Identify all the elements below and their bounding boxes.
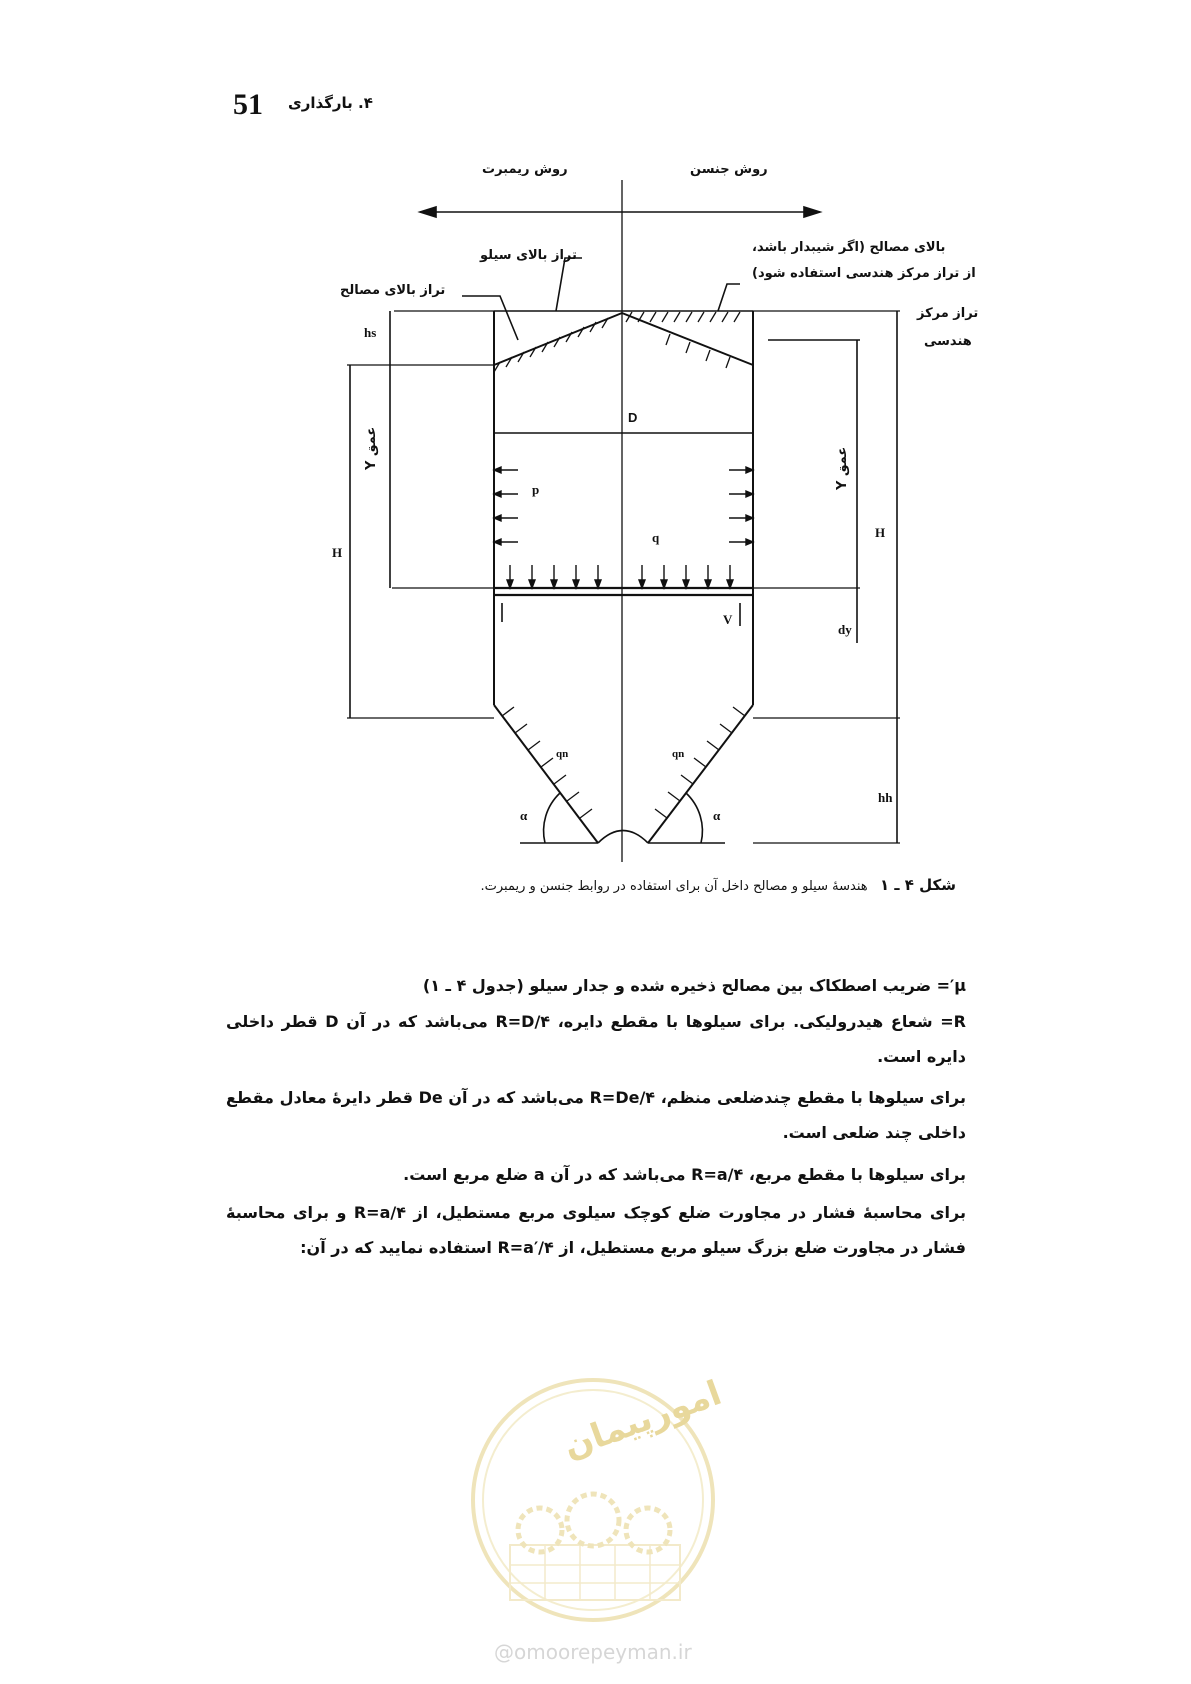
- label-qn-left: qn: [556, 748, 569, 760]
- caption-text: هندسهٔ سیلو و مصالح داخل آن برای استفاده در روابط جنسن و ریمبرت.: [480, 879, 868, 894]
- paragraph-rectangle: برای محاسبهٔ فشار در مجاورت ضلع کوچک سیلوی مربع مستطیل، از R=a/۴ و برای محاسبهٔ فشار در مجاورت ضلع بزرگ سیلو مربع مستطیل، از R=a′/۴ استفاده نمایید که در آن:: [226, 1203, 966, 1257]
- label-p: p: [532, 482, 540, 497]
- label-rimbert-method: روش ریمبرت: [482, 162, 568, 177]
- paragraph-mu: μ′= ضریب اصطکاک بین مصالح ذخیره شده و جدار سیلو (جدول ۴ ـ ۱): [422, 976, 966, 995]
- p-arrows: [494, 467, 753, 545]
- leader-top-of-silo: [556, 258, 582, 311]
- label-d: D: [628, 410, 638, 425]
- material-cone-left: [494, 313, 622, 365]
- label-top-of-silo: تراز بالای سیلو: [480, 248, 577, 263]
- label-v: V: [723, 612, 733, 627]
- label-hs: hs: [364, 325, 377, 340]
- hopper-right: [648, 705, 753, 843]
- watermark-logo-text: امورپیمان: [558, 1373, 727, 1467]
- label-centroid-level-2: هندسی: [924, 334, 972, 349]
- paragraph-polygon: برای سیلوها با مقطع چندضلعی منظم، R=De/۴ می‌باشد که در آن De قطر دایرهٔ معادل مقطع داخلی چند ضلعی است.: [226, 1088, 967, 1142]
- label-janssen-method: روش جنسن: [690, 162, 768, 177]
- label-top-of-material: تراز بالای مصالح: [340, 283, 446, 298]
- alpha-arc-right: [686, 793, 702, 843]
- label-h-left: H: [332, 545, 343, 560]
- material-hatching: [494, 312, 740, 372]
- watermark-url: @omoorepeyman.ir: [494, 1640, 692, 1664]
- leader-top-of-material: [462, 296, 518, 340]
- label-sloped-material-1: بالای مصالح (اگر شیبدار باشد،: [752, 240, 946, 255]
- caption-number: شکل ۴ ـ ۱: [880, 876, 956, 894]
- material-cone-right: [622, 313, 753, 365]
- leader-sloped-material: [718, 284, 740, 311]
- label-qn-right: qn: [672, 748, 685, 760]
- chapter-title: ۴. بارگذاری: [288, 94, 373, 112]
- hopper-outlet: [598, 831, 648, 844]
- figure-caption: [236, 876, 956, 894]
- paragraph-hydraulic-radius: R= شعاع هیدرولیکی. برای سیلوها با مقطع دایره، R=D/۴ می‌باشد که در آن D قطر داخلی دایره است.: [226, 1012, 966, 1066]
- label-q: q: [652, 530, 660, 545]
- label-sloped-material-2: از تراز مرکز هندسی استفاده شود): [752, 266, 976, 281]
- label-alpha-right: α: [713, 808, 721, 823]
- label-depth-y-right: عمق Y: [835, 446, 850, 490]
- label-hh: hh: [878, 790, 893, 805]
- label-dy: dy: [838, 622, 852, 637]
- alpha-arc-left: [544, 793, 560, 843]
- label-h-right: H: [875, 525, 886, 540]
- method-arrow-right-head: [804, 207, 820, 217]
- label-centroid-level-1: تراز مرکز: [917, 306, 979, 321]
- paragraph-square: برای سیلوها با مقطع مربع، R=a/۴ می‌باشد که در آن a ضلع مربع است.: [403, 1165, 966, 1184]
- method-arrow-left-head: [420, 207, 436, 217]
- page-number: 51: [233, 88, 263, 121]
- label-alpha-left: α: [520, 808, 528, 823]
- label-depth-y-left: عمق Y: [364, 426, 379, 470]
- hopper-left: [494, 705, 598, 843]
- q-arrows: [507, 565, 733, 588]
